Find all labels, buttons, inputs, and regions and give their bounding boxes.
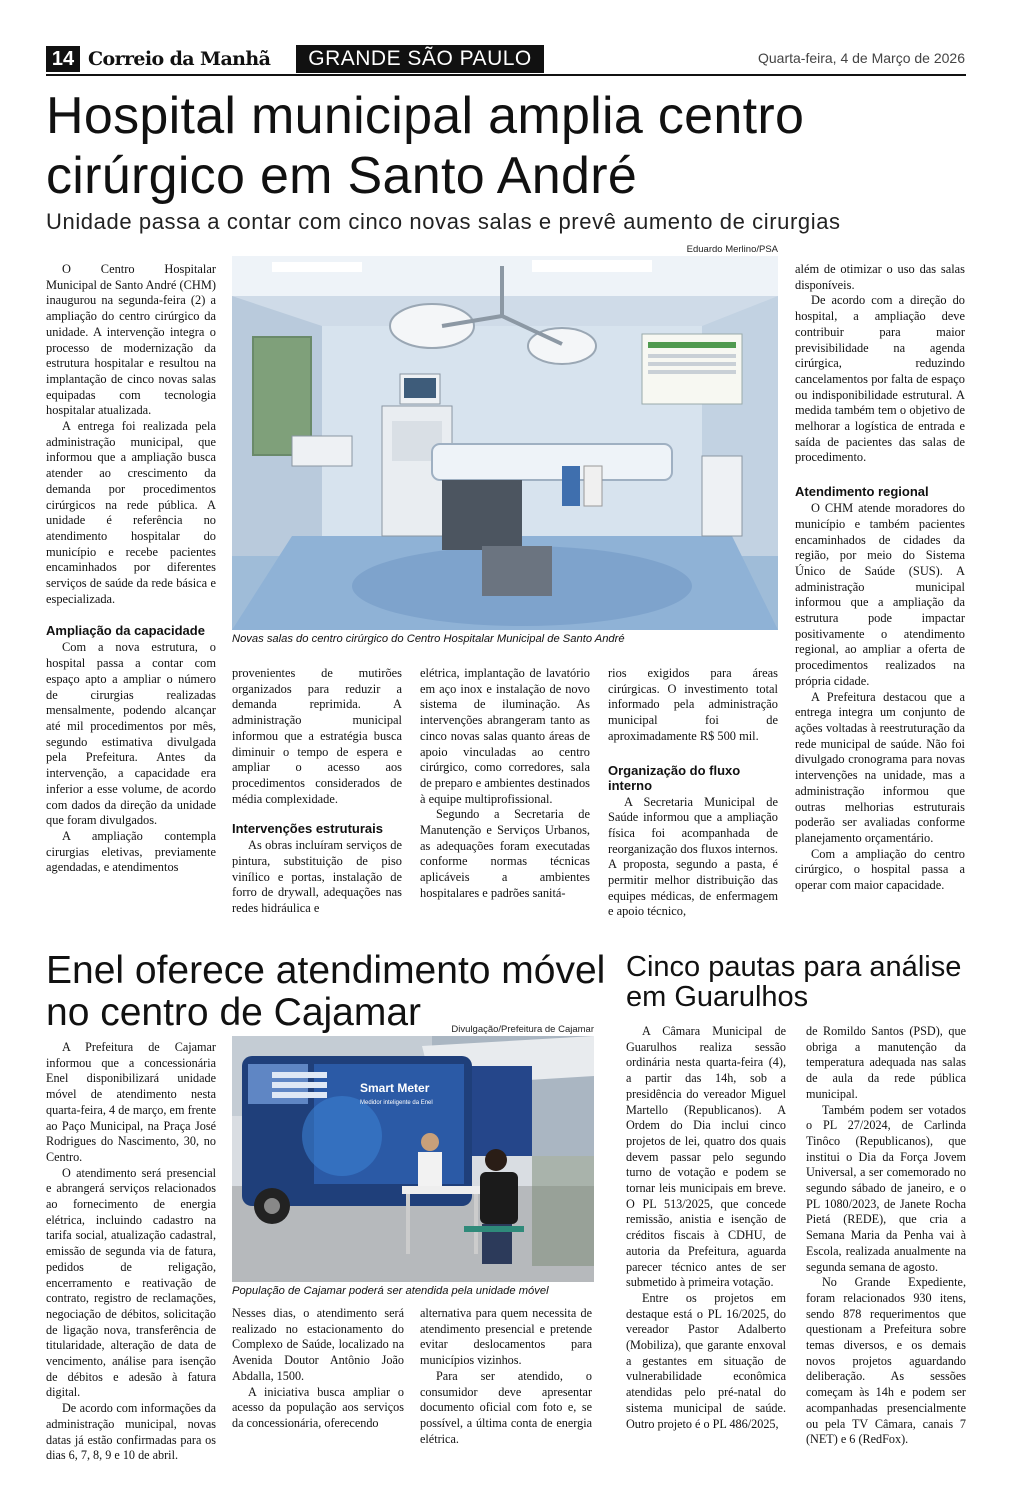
paragraph: No Grande Expediente, foram relacionados 930 itens, sendo 878 requerimentos que questionam a Prefeitura sobre temas diversos, e os demais novos projetos aguardando deliberação. As sessões começam às 14h e podem ser acompanhadas presencialmente ou pela TV Câmara, canais 7 (NET) e 6 (RedFox). [806,1275,966,1447]
paragraph: Segundo a Secretaria de Manutenção e Serviços Urbanos, as adequações foram executadas conforme normas técnicas aplicáveis a ambientes hospitalares e padrões sanitá- [420,807,590,900]
paragraph: A ampliação contempla cirurgias eletivas, previamente agendadas, e atendimentos [46,828,216,875]
paragraph: A iniciativa busca ampliar o acesso da população aos serviços da concessionária, oferecendo [232,1384,404,1430]
intertitle-organizacao: Organização do fluxo interno [608,762,741,793]
edition-date: Quarta-feira, 4 de Março de 2026 [757,50,965,66]
enel-van-illustration [232,1036,594,1282]
paragraph: Entre os projetos em destaque está o PL 16/2025, do vereador Pastor Adalberto (Mobiliza), que garante enxoval a gestantes em situação de vulnerabilidade econômica atendidas pelo pré-natal do sistema municipal de saúde. Outro projeto é o PL 486/2025, [626,1290,786,1431]
paragraph: alternativa para quem necessita de atendimento presencial e pretende evitar deslocamentos para municípios vizinhos. [420,1306,592,1368]
operating-room-illustration [232,256,778,630]
main-col-1 [46,262,216,876]
intertitle-atendimento: Atendimento regional [795,484,929,500]
guarulhos-col-2 [806,1024,966,1448]
main-headline: Hospital municipal amplia centro cirúrgico em Santo André [46,87,805,205]
main-photo-caption: Novas salas do centro cirúrgico do Centro Hospitalar Municipal de Santo André [232,633,625,645]
van-smart-meter-sublabel: Medidor inteligente da Enel [360,1100,433,1106]
van-smart-meter-label: Smart Meter [360,1081,430,1095]
section-label: GRANDE SÃO PAULO [296,45,544,73]
paragraph: O CHM atende moradores do município e também pacientes encaminhados de cidades da região, por meio do Sistema Único de Saúde (SUS). A administração municipal informou que a ampliação da estrutura pode impactar positivamente o atendimento regional, ao ampliar a oferta de procedimentos realizados na própria cidade. [795,501,965,688]
paragraph: Para ser atendido, o consumidor deve apresentar documento oficial com foto e, se possível, a última conta de energia elétrica. [420,1368,592,1446]
main-col-4 [608,666,778,920]
paragraph: provenientes de mutirões organizados para reduzir a demanda reprimida. A administração municipal informou que a estratégia busca diminuir o tempo de espera e ampliar o acesso aos procedimentos considerados de média complexidade. [232,666,402,806]
paragraph: A Câmara Municipal de Guarulhos realiza sessão ordinária nesta quarta-feira (4), a partir das 14h, sob a presidência do vereador Miguel Martello (Republicanos). A Ordem do Dia inclui cinco projetos de lei, quatro dos quais devem passar pelo segundo turno de votação e podem se tornar leis municipais em breve. O PL 513/2025, que concede remissão, anistia e isenção de créditos fiscais à CDHU, de autoria da Prefeitura, aguarda parecer técnico antes de ser submetido à primeira votação. [626,1024,786,1290]
newspaper-name: Correio da Manhã [88,48,271,70]
guarulhos-col-1 [626,1024,786,1432]
main-subheadline: Unidade passa a contar com cinco novas salas e prevê aumento de cirurgias [46,209,841,234]
paragraph: De acordo com a direção do hospital, a ampliação deve contribuir para maior previsibilidade na agenda cirúrgica, reduzindo cancelamentos por falta de espaço ou indisponibilidade estrutural. A medida também tem o objetivo de melhorar a logística de entrada e saída de pacientes das salas de procedimento. [795,293,965,465]
paragraph: Nesses dias, o atendimento será realizado no estacionamento do Complexo de Saúde, localizado na Avenida Doutor Antônio João Abdalla, 1500. [232,1306,404,1383]
paragraph: Com a ampliação do centro cirúrgico, o hospital passa a operar com maior capacidade. [795,846,965,893]
paragraph: De acordo com informações da administração municipal, novas datas já estão confirmadas para os dias 6, 7, 8, 9 e 10 de abril. [46,1401,216,1463]
paragraph: As obras incluíram serviços de pintura, substituição de piso vinílico e portas, instalação de forro de drywall, adequações nas redes hidráulica e [232,838,402,916]
enel-headline: Enel oferece atendimento móvel no centro de Cajamar [46,949,606,1034]
main-col-2 [232,666,402,917]
main-photo-credit: Eduardo Merlino/PSA [686,244,778,255]
paragraph: Com a nova estrutura, o hospital passa a contar com espaço apto a ampliar o número de cirurgias realizadas mensalmente, podendo alcançar até mil procedimentos por mês, segundo estimativa divulgada pela Prefeitura. Antes da intervenção, a capacidade era inferior a esse volume, de acordo com dados da direção da unidade que foram divulgados. [46,640,216,828]
paragraph: A Prefeitura de Cajamar informou que a concessionária Enel disponibilizará unidade móvel de atendimento nesta quarta-feira, 4 de março, em frente ao Paço Municipal, na Praça José Rodrigues do Nascimento, 30, no Centro. [46,1040,216,1164]
enel-col-3 [420,1306,592,1447]
enel-photo-caption: População de Cajamar poderá ser atendida pela unidade móvel [232,1285,549,1297]
intertitle-intervencoes: Intervenções estruturais [232,821,384,837]
enel-col-1 [46,1040,216,1464]
operating-room-photo [232,256,778,630]
page-number: 14 [46,46,80,72]
enel-col-2 [232,1306,404,1432]
paragraph: O Centro Hospitalar Municipal de Santo André (CHM) inaugurou na segunda-feira (2) a ampliação do centro cirúrgico da unidade. A intervenção integra o processo de modernização da estrutura hospitalar e resultou na implantação de cinco novas salas equipadas com tecnologia hospitalar atualizada. [46,262,217,418]
paragraph: A Secretaria Municipal de Saúde informou que a ampliação física foi acompanhada de reorganização dos fluxos internos. A proposta, segundo a pasta, é permitir melhor distribuição das equipes médicas, de enfermagem e apoio técnico, [608,794,778,919]
paragraph: A Prefeitura destacou que a entrega integra um conjunto de ações voltadas à reestruturação da rede municipal de saúde. Não foi divulgado cronograma para novas intervenções na unidade, mas a administração informou que outras melhorias estruturais poderão ser avaliadas conforme planejamento orçamentário. [795,689,965,845]
header-rule [46,74,966,76]
paragraph: O atendimento será presencial e abrangerá serviços relacionados ao fornecimento de energia elétrica, incluindo cadastro na tarifa social, atualização cadastral, emissão de segunda via de fatura, pedidos de religação, encerramento e reativação de contrato, registro de reclamações, negociação de débitos, solicitação de ligação nova, transferência de titularidade, alteração de data de vencimento, análise para isenção de débitos e adesão à fatura digital. [46,1165,216,1400]
paragraph: de Romildo Santos (PSD), que obriga a manutenção da temperatura adequada nas salas de aula da rede pública municipal. [806,1024,966,1101]
enel-photo-credit: Divulgação/Prefeitura de Cajamar [451,1024,594,1035]
paragraph: A entrega foi realizada pela administração municipal, que informou que a ampliação busca atender ao crescimento da demanda por procedimentos cirúrgicos na rede pública. A unidade é referência no atendimento hospitalar do município e recebe pacientes encaminhados por diferentes serviços de saúde da rede básica e especializada. [46,419,216,606]
paragraph: além de otimizar o uso das salas disponíveis. [795,262,965,292]
paragraph: rios exigidos para áreas cirúrgicas. O investimento total informado pela administração municipal foi de aproximadamente R$ 500 mil. [608,666,778,743]
paragraph: elétrica, implantação de lavatório em aço inox e instalação de novo sistema de iluminação. As intervenções abrangeram tanto as cinco novas salas quanto áreas de apoio vinculadas ao centro cirúrgico, como corredores, sala de preparo e ambientes destinados à equipe multiprofissional. [420,666,590,806]
paragraph: Também podem ser votados o PL 27/2024, de Carlinda Tinôco (Republicanos), que institui o Dia da Força Jovem Universal, a ser comemorado no segundo sábado de janeiro, e o PL 1080/2023, de Janete Rocha Pietá (REDE), que cria a Semana Maria da Penha vai à Escola, realizada anualmente na segunda semana de agosto. [806,1102,966,1274]
intertitle-ampliacao: Ampliação da capacidade [46,623,205,639]
main-col-3 [420,666,590,902]
enel-van-photo [232,1036,594,1282]
main-col-5 [795,262,965,894]
guarulhos-headline: Cinco pautas para análise em Guarulhos [626,951,962,1013]
